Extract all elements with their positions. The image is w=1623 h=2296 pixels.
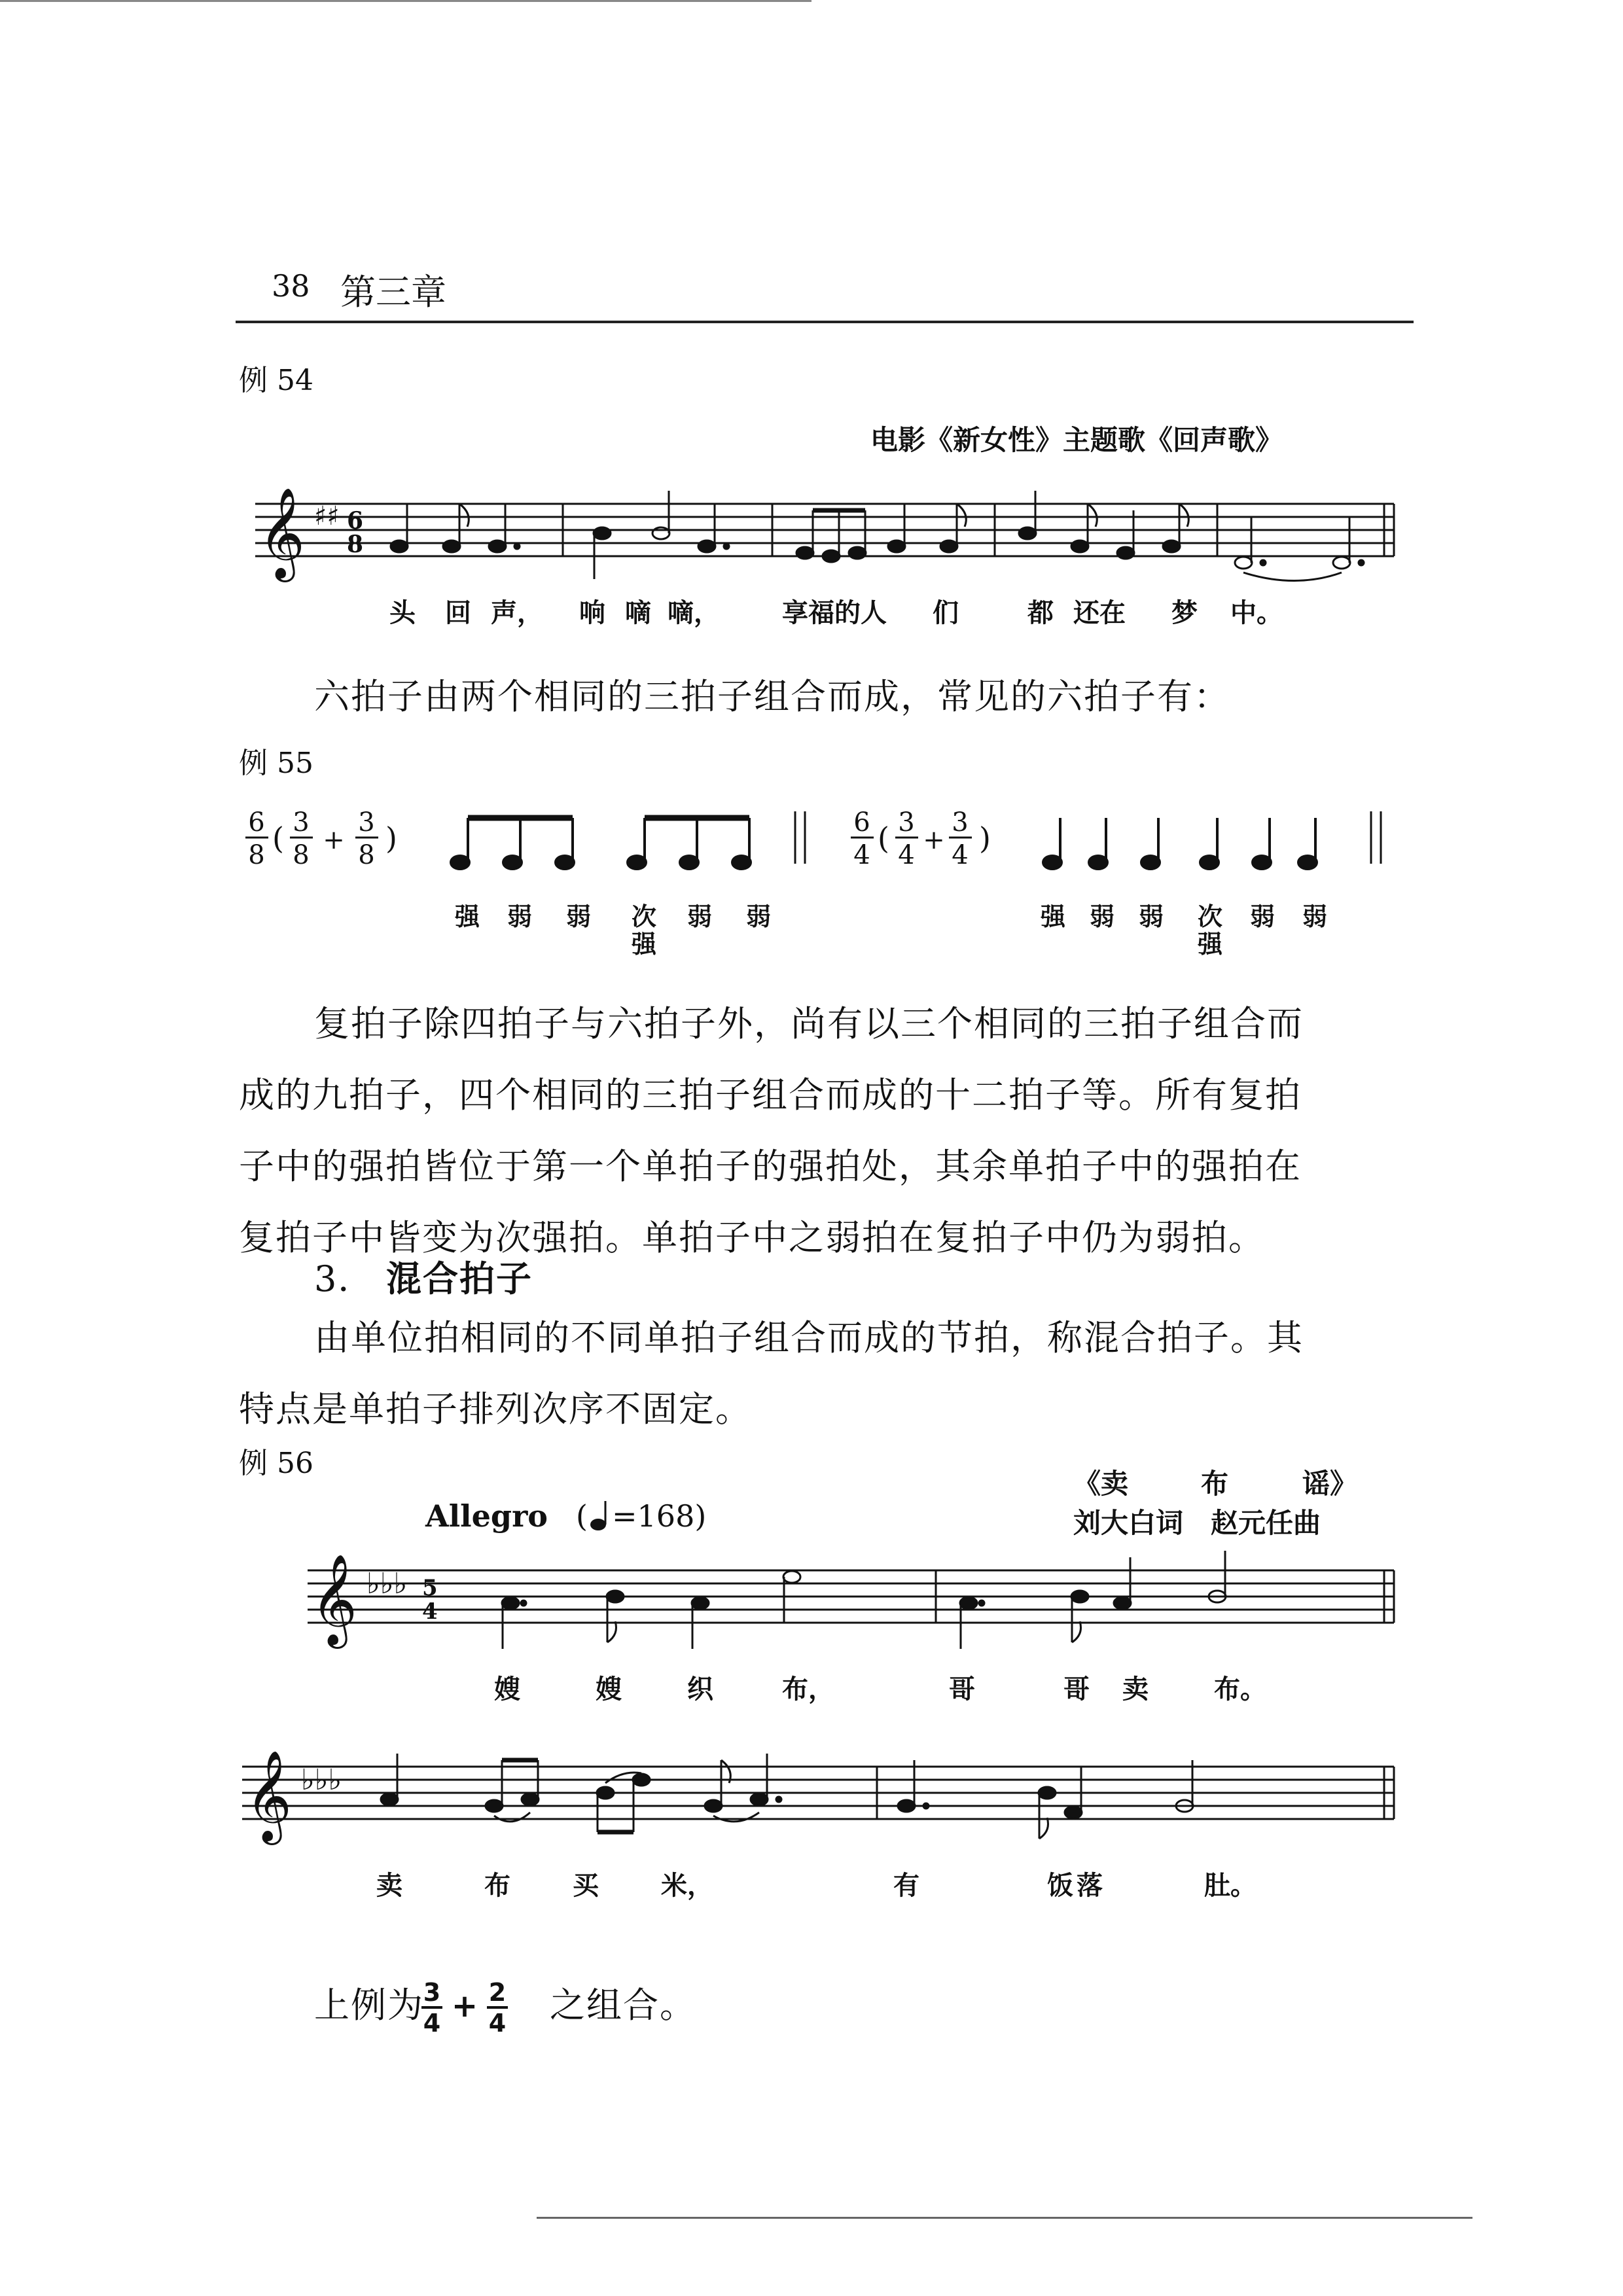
example-56-lyric-2-1: 卖 (376, 1871, 402, 1901)
example-55-meter-a (242, 802, 438, 880)
example-56-lyric-1-8: 布。 (1214, 1674, 1266, 1704)
example-56-staff-1 (308, 1554, 1407, 1655)
meter-a-a-bottom: 8 (293, 840, 310, 870)
svg-text:): ) (979, 821, 991, 856)
beat-a-1: 强 (455, 902, 480, 931)
svg-text:(: ( (878, 821, 889, 856)
svg-text:3: 3 (423, 1978, 441, 2007)
example-56-lyric-2-7: 落 (1077, 1871, 1103, 1901)
beat-a-5: 弱 (687, 902, 713, 931)
header-rule (236, 321, 1414, 323)
example-56-lyric-2-5: 有 (893, 1871, 919, 1901)
treble-clef-icon: 𝄞 (311, 1554, 357, 1645)
sharp-icon: ♯♯ (314, 501, 340, 531)
example-56-lyric-2-4: 米， (661, 1871, 713, 1901)
example-56-lyric-1-3: 织 (687, 1674, 713, 1704)
chapter-title: 第三章 (340, 272, 446, 313)
closing-text-pre: 上例为 (314, 1985, 424, 2026)
example-54-lyric-10: 还在 (1073, 598, 1126, 628)
time-sig-4: 4 (422, 1598, 438, 1625)
example-56-label: 例 56 (239, 1447, 313, 1480)
beat-a-2: 弱 (507, 902, 533, 931)
bottom-scan-line (537, 2217, 1472, 2219)
example-56-staff-2 (242, 1750, 1407, 1852)
meter-a-b-top: 3 (358, 807, 375, 838)
treble-clef-icon: 𝄞 (259, 487, 305, 578)
example-55-label: 例 55 (239, 747, 313, 780)
section-number: 3． (314, 1258, 375, 1299)
meter-a-plus: + (323, 825, 345, 855)
meter-b-b-bottom: 4 (952, 840, 969, 870)
paragraph-compound-line-1: 复拍子除四拍子与六拍子外，尚有以三个相同的三拍子组合而 (314, 1003, 1304, 1044)
example-56-lyric-2-3: 买 (573, 1871, 599, 1901)
example-54-source: 电影《新女性》主题歌《回声歌》 (870, 424, 1283, 456)
treble-clef-icon: 𝄞 (245, 1750, 292, 1841)
paragraph-compound-line-4: 复拍子中皆变为次强拍。单拍子中之弱拍在复拍子中仍为弱拍。 (239, 1217, 1265, 1258)
meter-a-b-bottom: 8 (358, 840, 375, 870)
svg-text:2: 2 (488, 1978, 507, 2007)
example-56-lyric-1-7: 卖 (1122, 1674, 1149, 1704)
example-54-lyric-4: 响 (579, 598, 605, 628)
example-56-lyric-2-2: 布 (484, 1871, 510, 1901)
beat-a-4: 次 (632, 902, 657, 931)
example-55-rhythm-b (1041, 805, 1407, 877)
closing-fraction-expression (419, 1976, 550, 2041)
section-title: 混合拍子 (386, 1258, 533, 1299)
tempo-marking: Allegro (425, 1498, 548, 1534)
beat-b-1: 强 (1041, 902, 1066, 931)
paragraph-compound-line-2: 成的九拍子，四个相同的三拍子组合而成的十二拍子等。所有复拍 (239, 1074, 1302, 1116)
example-56-lyric-1-1: 嫂 (494, 1674, 520, 1704)
beat-b-6: 弱 (1302, 902, 1328, 931)
example-54-lyric-9: 都 (1027, 598, 1054, 628)
time-sig-5: 5 (422, 1575, 438, 1601)
meter-b-a-top: 3 (898, 807, 915, 838)
paragraph-six-beat: 六拍子由两个相同的三拍子组合而成，常见的六拍子有： (314, 676, 1230, 717)
metronome-open-paren: ( (576, 1498, 588, 1534)
time-sig-8: 8 (347, 531, 364, 558)
example-56-title-2: 布 (1201, 1468, 1229, 1500)
example-54-staff (255, 487, 1407, 589)
svg-text:4: 4 (423, 2009, 441, 2038)
time-sig-6: 6 (347, 507, 364, 535)
closing-text-post: 之组合。 (550, 1985, 696, 2026)
top-scan-line (0, 0, 812, 2)
beat-a-6: 弱 (746, 902, 772, 931)
example-54-lyric-2: 回 (445, 598, 471, 628)
svg-text:4: 4 (488, 2009, 507, 2038)
example-56-lyric-1-6: 哥 (1063, 1674, 1090, 1704)
metronome-value: =168) (612, 1498, 707, 1534)
example-54-lyric-11: 梦 (1171, 598, 1198, 628)
quarter-note-icon (589, 1498, 615, 1538)
beat-a-3: 弱 (566, 902, 592, 931)
example-56-lyric-2-8: 肚。 (1204, 1871, 1257, 1901)
example-56-lyric-1-5: 哥 (949, 1674, 975, 1704)
meter-a-outer-top: 6 (248, 807, 265, 838)
meter-b-a-bottom: 4 (898, 840, 915, 870)
example-54-lyric-12: 中。 (1230, 598, 1283, 628)
example-54-lyric-7: 享福的人 (782, 598, 887, 628)
meter-b-b-top: 3 (952, 807, 969, 838)
beat-b-5: 弱 (1250, 902, 1275, 931)
svg-text:(: ( (272, 821, 284, 856)
meter-b-outer-bottom: 4 (853, 840, 870, 870)
beat-a-4-sub: 强 (632, 930, 657, 959)
page-number: 38 (272, 268, 310, 304)
meter-a-outer-bottom: 8 (248, 840, 265, 870)
flat-icon: ♭♭♭ (301, 1763, 342, 1797)
example-56-lyric-2-6: 饭 (1047, 1871, 1073, 1901)
paragraph-mixed-line-1: 由单位拍相同的不同单拍子组合而成的节拍，称混合拍子。其 (314, 1317, 1304, 1358)
meter-a-a-top: 3 (293, 807, 310, 838)
example-55-rhythm-a (452, 805, 818, 877)
flat-icon: ♭♭♭ (366, 1567, 408, 1600)
example-54-lyric-8: 们 (933, 598, 959, 628)
example-56-credits: 刘大白词 赵元任曲 (1073, 1507, 1321, 1539)
example-56-lyric-1-2: 嫂 (596, 1674, 622, 1704)
svg-text:+: + (451, 1988, 478, 2024)
meter-b-outer-top: 6 (853, 807, 870, 838)
example-54-lyric-5: 嘀 (625, 598, 651, 628)
beat-b-4-sub: 强 (1198, 930, 1223, 959)
beat-b-3: 弱 (1139, 902, 1164, 931)
example-54-lyric-1: 头 (389, 598, 416, 628)
example-56-title-1: 《卖 (1073, 1468, 1129, 1500)
example-54-label: 例 54 (239, 364, 313, 397)
meter-b-plus: + (923, 825, 945, 855)
example-54-lyric-3: 声， (491, 598, 543, 628)
svg-text:): ) (385, 821, 397, 856)
example-56-lyric-1-4: 布， (782, 1674, 834, 1704)
paragraph-mixed-line-2: 特点是单拍子排列次序不固定。 (239, 1388, 752, 1430)
paragraph-compound-line-3: 子中的强拍皆位于第一个单拍子的强拍处，其余单拍子中的强拍在 (239, 1146, 1302, 1187)
beat-b-2: 弱 (1090, 902, 1115, 931)
example-56-title-3: 谣》 (1302, 1468, 1358, 1500)
example-55-meter-b (847, 802, 1044, 880)
example-54-lyric-6: 嘀， (668, 598, 720, 628)
beat-b-4: 次 (1198, 902, 1223, 931)
